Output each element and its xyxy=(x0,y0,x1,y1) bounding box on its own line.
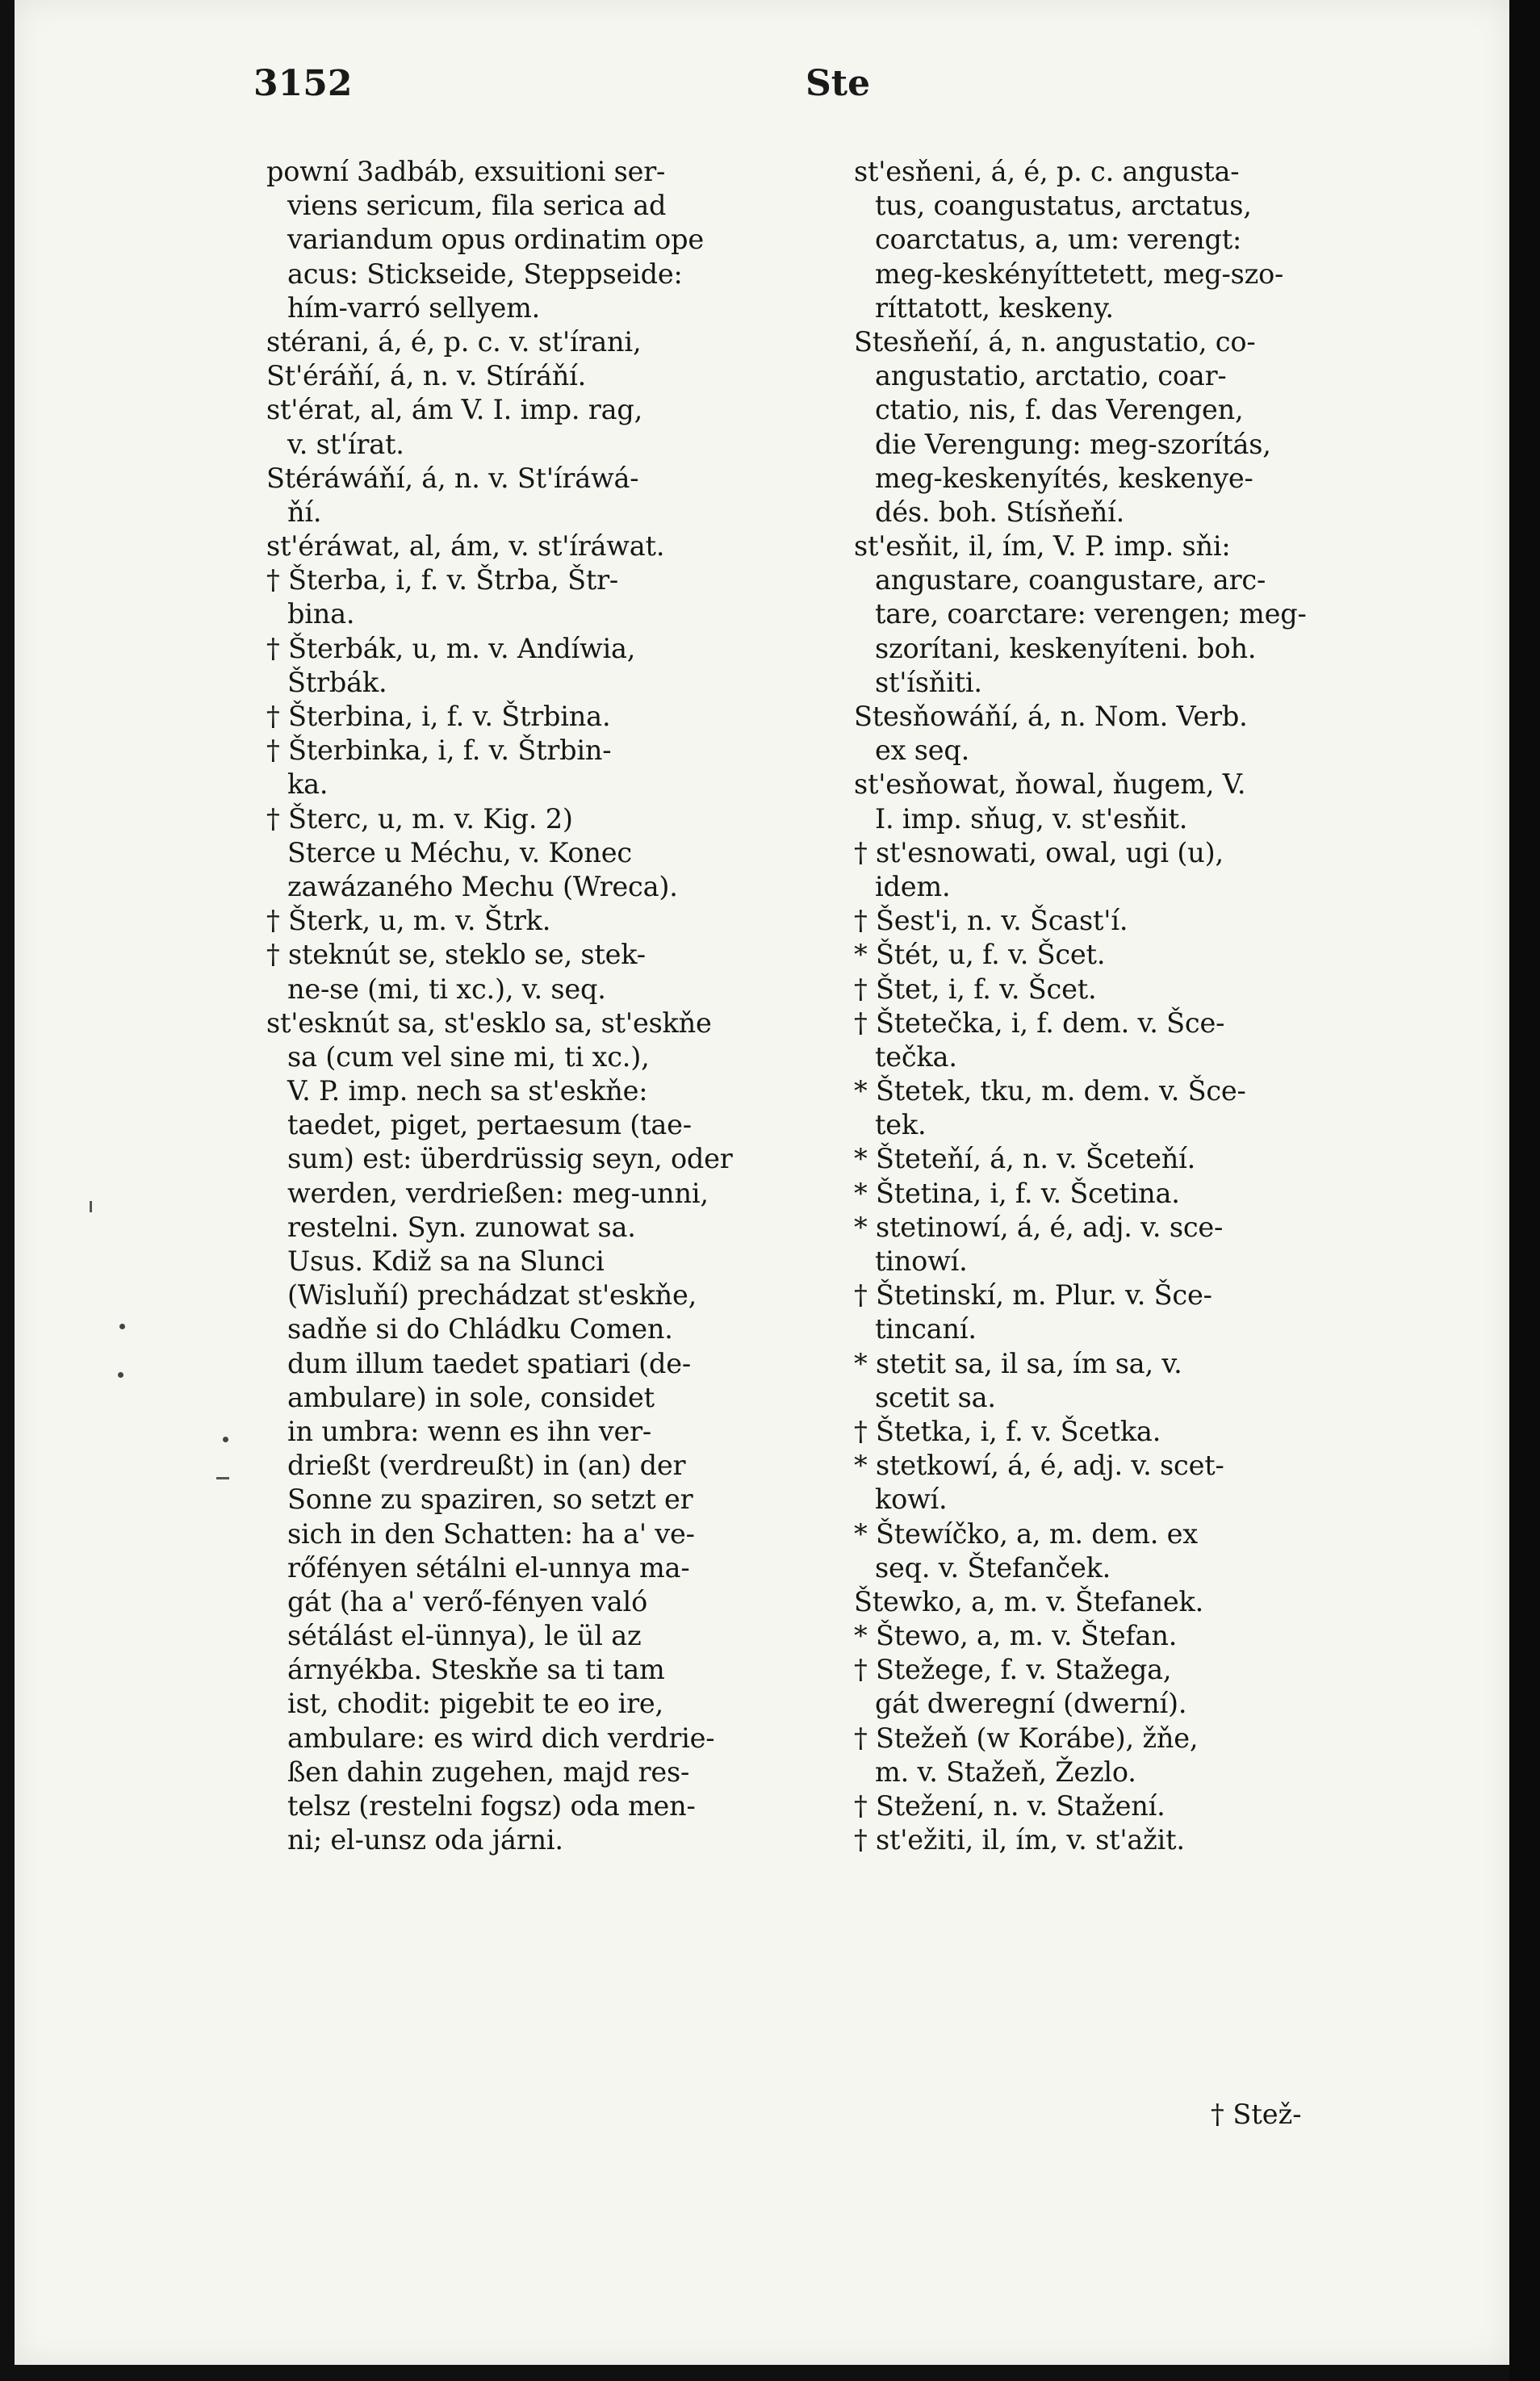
entry-line: stérani, á, é, p. c. v. st'írani, xyxy=(266,325,642,358)
entry-line: hím-varró sellyem. xyxy=(287,291,541,324)
entry-line: † Šterba, i, f. v. Štrba, Štr- xyxy=(266,564,619,596)
entry-line: sa (cum vel sine mi, ti xc.), xyxy=(287,1040,650,1073)
entry-line: † Štetečka, i, f. dem. v. Šce- xyxy=(854,1006,1225,1039)
entry-line: ctatio, nis, f. das Verengen, xyxy=(875,394,1244,426)
entry-line: st'esňowat, ňowal, ňugem, V. xyxy=(854,768,1246,801)
entry-line: angustatio, arctatio, coar- xyxy=(875,360,1227,392)
entry-line: restelni. Syn. zunowat sa. xyxy=(287,1211,636,1243)
entry-line: tinowí. xyxy=(875,1245,968,1277)
entry-line: idem. xyxy=(875,870,951,902)
entry-line: Usus. Kdiž sa na Slunci xyxy=(287,1245,605,1277)
entry-line: st'éráwat, al, ám, v. st'íráwat. xyxy=(266,530,665,563)
entry-line: meg-keskényíttetett, meg-szo- xyxy=(875,257,1284,290)
entry-line: zawázaného Mechu (Wreca). xyxy=(287,870,678,902)
entry-line: Sterce u Méchu, v. Konec xyxy=(287,836,632,868)
entry-line: ríttatott, keskeny. xyxy=(875,291,1114,324)
entry-line: ambulare) in sole, considet xyxy=(287,1381,655,1413)
entry-line: Stesňeňí, á, n. angustatio, co- xyxy=(854,325,1256,358)
entry-line: Štrbák. xyxy=(287,666,387,698)
entry-line: † Štetka, i, f. v. Šcetka. xyxy=(854,1415,1161,1447)
entry-line: * Štetina, i, f. v. Šcetina. xyxy=(854,1177,1180,1209)
entry-line: † st'ežiti, il, ím, v. st'ažit. xyxy=(854,1824,1185,1856)
entry-line: drießt (verdreußt) in (an) der xyxy=(287,1450,686,1482)
entry-line: † st'esnowati, owal, ugi (u), xyxy=(854,836,1224,868)
entry-line: tečka. xyxy=(875,1040,957,1073)
margin-speck xyxy=(90,1201,92,1212)
entry-line: † Štet, i, f. v. Šcet. xyxy=(854,973,1097,1005)
right-column xyxy=(854,155,1429,1857)
entry-line: seq. v. Štefanček. xyxy=(875,1551,1111,1584)
entry-line: coarctatus, a, um: verengt: xyxy=(875,224,1242,256)
entry-line: † steknút se, steklo se, stek- xyxy=(266,939,646,971)
entry-line: gát (ha a' verő-fényen való xyxy=(287,1585,648,1617)
entry-line: st'esňeni, á, é, p. c. angusta- xyxy=(854,156,1240,187)
entry-line: St'éráňí, á, n. v. Stíráňí. xyxy=(266,360,587,392)
entry-line: * Šteteňí, á, n. v. Šceteňí. xyxy=(854,1143,1196,1175)
entry-line: ex seq. xyxy=(875,734,970,767)
entry-line: werden, verdrießen: meg-unni, xyxy=(287,1177,709,1209)
book-spine-shadow xyxy=(1509,0,1540,2381)
entry-line: † Šterk, u, m. v. Štrk. xyxy=(266,905,551,937)
entry-line: ka. xyxy=(287,768,329,801)
entry-line: tus, coangustatus, arctatus, xyxy=(875,190,1252,222)
margin-speck xyxy=(216,1477,229,1479)
entry-line: viens sericum, fila serica ad xyxy=(287,190,667,222)
margin-speck xyxy=(223,1437,228,1442)
entry-line: scetit sa. xyxy=(875,1381,996,1413)
entry-line: v. st'írat. xyxy=(287,428,404,460)
entry-line: ňí. xyxy=(287,496,322,528)
entry-line: acus: Stickseide, Steppseide: xyxy=(287,257,683,290)
entry-line: sadňe si do Chládku Comen. xyxy=(287,1313,673,1345)
entry-line: sum) est: überdrüssig seyn, oder xyxy=(287,1143,733,1175)
entry-line: ne-se (mi, ti xc.), v. seq. xyxy=(287,973,606,1005)
dictionary-page xyxy=(15,0,1509,2365)
entry-line: angustare, coangustare, arc- xyxy=(875,564,1266,596)
entry-line: gát dweregní (dwerní). xyxy=(875,1688,1187,1720)
entry-line: † Stežege, f. v. Stažega, xyxy=(854,1654,1172,1686)
entry-line: st'esňit, il, ím, V. P. imp. sňi: xyxy=(854,530,1231,563)
running-head: Ste xyxy=(806,63,871,104)
margin-speck xyxy=(119,1324,125,1329)
entry-line: variandum opus ordinatim ope xyxy=(287,224,704,256)
entry-line: * Štét, u, f. v. Šcet. xyxy=(854,939,1106,971)
entry-line: * Štewíčko, a, m. dem. ex xyxy=(854,1517,1198,1550)
entry-line: * stetkowí, á, é, adj. v. scet- xyxy=(854,1450,1224,1482)
entry-line: † Šest'i, n. v. Šcast'í. xyxy=(854,905,1128,937)
entry-line: meg-keskenyítés, keskenye- xyxy=(875,462,1253,494)
entry-line: † Stežeň (w Korábe), žňe, xyxy=(854,1722,1199,1754)
entry-line: Sonne zu spaziren, so setzt er xyxy=(287,1483,693,1516)
entry-line: * Štetek, tku, m. dem. v. Šce- xyxy=(854,1075,1246,1107)
entry-line: * Štewo, a, m. v. Štefan. xyxy=(854,1620,1178,1652)
entry-line: † Šterbinka, i, f. v. Štrbin- xyxy=(266,734,612,767)
entry-line: I. imp. sňug, v. st'esňit. xyxy=(875,802,1188,835)
entry-line: † Stežení, n. v. Stažení. xyxy=(854,1790,1165,1822)
entry-line: telsz (restelni fogsz) oda men- xyxy=(287,1790,696,1822)
entry-line: tincaní. xyxy=(875,1313,977,1345)
entry-line: dés. boh. Stísňeňí. xyxy=(875,496,1125,528)
entry-line: † Štetinskí, m. Plur. v. Šce- xyxy=(854,1279,1212,1312)
entry-line: Štewko, a, m. v. Štefanek. xyxy=(854,1585,1204,1617)
entry-line: ist, chodit: pigebit te eo ire, xyxy=(287,1688,664,1720)
entry-line: dum illum taedet spatiari (de- xyxy=(287,1347,692,1379)
entry-line: taedet, piget, pertaesum (tae- xyxy=(287,1109,692,1141)
entry-line: tek. xyxy=(875,1109,927,1141)
entry-line: Stesňowáňí, á, n. Nom. Verb. xyxy=(854,701,1248,732)
entry-line: sich in den Schatten: ha a' ve- xyxy=(287,1517,695,1550)
entry-line: árnyékba. Steskňe sa ti tam xyxy=(287,1654,665,1686)
entry-line: Stéráwáňí, á, n. v. St'íráwá- xyxy=(266,462,639,494)
entry-line: * stetinowí, á, é, adj. v. sce- xyxy=(854,1211,1224,1243)
entry-line: (Wisluňí) prechádzat st'eskňe, xyxy=(287,1279,697,1312)
entry-line: st'esknút sa, st'esklo sa, st'eskňe xyxy=(266,1006,712,1039)
entry-line: * stetit sa, il sa, ím sa, v. xyxy=(854,1347,1182,1379)
entry-line: sétálást el-ünnya), le ül az xyxy=(287,1620,642,1652)
entry-line: st'ísňiti. xyxy=(875,666,982,698)
entry-line: tare, coarctare: verengen; meg- xyxy=(875,598,1307,630)
page-number: 3152 xyxy=(253,63,353,104)
entry-line: † Šterbák, u, m. v. Andíwia, xyxy=(266,632,636,664)
entry-line: rőfényen sétálni el-unnya ma- xyxy=(287,1551,690,1584)
entry-line: powní 3adbáb, exsuitioni ser- xyxy=(266,156,666,187)
entry-line: ambulare: es wird dich verdrie- xyxy=(287,1722,715,1754)
margin-speck xyxy=(118,1372,123,1378)
entry-line: st'érat, al, ám V. I. imp. rag, xyxy=(266,394,643,426)
entry-line: kowí. xyxy=(875,1483,948,1516)
entry-line: m. v. Stažeň, Žezlo. xyxy=(875,1755,1136,1788)
page-header xyxy=(15,63,1509,119)
entry-line: in umbra: wenn es ihn ver- xyxy=(287,1415,652,1447)
catchword: † Stež- xyxy=(1211,2099,1302,2130)
entry-line: ni; el-unsz oda járni. xyxy=(287,1824,563,1856)
entry-line: ßen dahin zugehen, majd res- xyxy=(287,1755,690,1788)
entry-line: bina. xyxy=(287,598,355,630)
entry-line: V. P. imp. nech sa st'eskňe: xyxy=(287,1075,648,1107)
entry-line: die Verengung: meg-szorítás, xyxy=(875,428,1271,460)
entry-line: szorítani, keskenyíteni. boh. xyxy=(875,632,1257,664)
entry-line: † Šterc, u, m. v. Kig. 2) xyxy=(266,802,573,835)
left-column xyxy=(266,155,799,1857)
entry-line: † Šterbina, i, f. v. Štrbina. xyxy=(266,701,611,732)
